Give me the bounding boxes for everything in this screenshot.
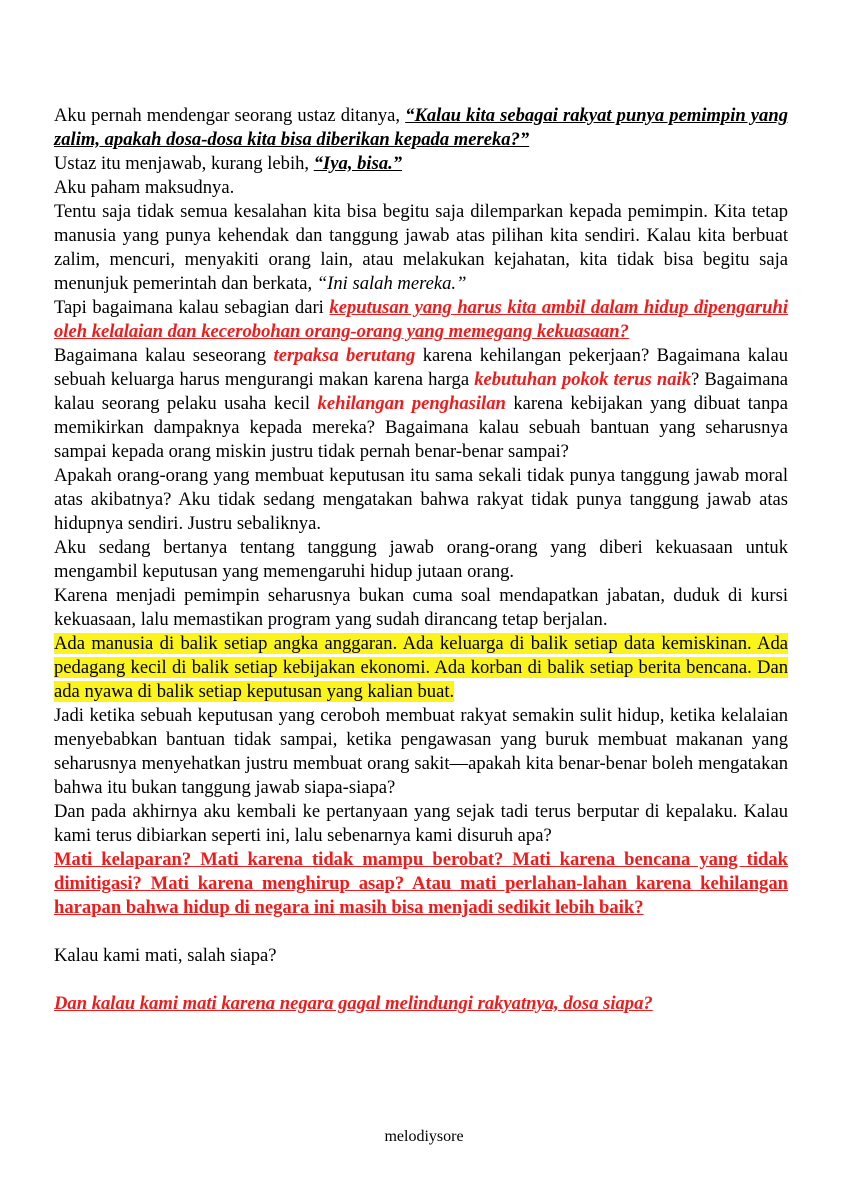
text-run: karena kebijakan yang dibuat tanpa memikirkan dampaknya kepada mereka? Bagaimana kalau sebuah bantuan yang seharusnya sampai kepada orang miskin justru tidak pernah benar-benar sampai? <box>54 393 788 462</box>
paragraph-understand: Aku paham maksudnya. <box>54 177 235 198</box>
quote-answer: “Iya, bisa.” <box>313 153 403 174</box>
emphasis-prices: kebutuhan pokok terus naik <box>474 369 691 390</box>
text-run: Bagaimana kalau seseorang <box>54 345 274 366</box>
paragraph-question-back: Dan pada akhirnya aku kembali ke pertanyaan yang sejak tadi terus berputar di kepalaku. Kalau kami terus dibiarkan seperti ini, lalu sebenarnya kami disuruh apa? <box>54 801 788 846</box>
paragraph-whose-sin <box>54 992 788 1016</box>
paragraph-answer <box>54 152 788 176</box>
emphasis-decisions: keputusan yang harus kita ambil dalam hidup dipengaruhi oleh kelalaian dan kecerobohan orang-orang yang memegang kekuasaan? <box>54 297 788 342</box>
text-run: Aku pernah mendengar seorang ustaz ditanya, <box>54 105 406 126</box>
quote-their-fault: “Ini salah mereka.” <box>316 273 467 294</box>
paragraph-power: Aku sedang bertanya tentang tanggung jawab orang-orang yang diberi kekuasaan untuk mengambil keputusan yang memengaruhi hidup jutaan orang. <box>54 537 788 582</box>
quote-question: “Kalau kita sebagai rakyat punya pemimpin yang zalim, apakah dosa-dosa kita bisa diberikan kepada mereka?” <box>54 105 788 150</box>
paragraph-question <box>54 104 788 152</box>
spacer <box>54 968 788 992</box>
text-run: Tentu saja tidak semua kesalahan kita bisa begitu saja dilemparkan kepada pemimpin. Kita tetap manusia yang punya kehendak dan tanggung jawab atas pilihan kita sendiri. Kalau kita berbuat zalim, mencuri, menyakiti orang lain, atau melakukan kejahatan, kita tidak bisa begitu saja menunjuk pemerintah dan berkata, <box>54 201 788 294</box>
paragraph-leader: Karena menjadi pemimpin seharusnya bukan cuma soal mendapatkan jabatan, duduk di kursi kekuasaan, lalu memastikan program yang sudah dirancang tetap berjalan. <box>54 585 788 630</box>
red-final-question: Dan kalau kami mati karena negara gagal melindungi rakyatnya, dosa siapa? <box>54 993 653 1014</box>
spacer <box>54 920 788 944</box>
text-run: Ustaz itu menjawab, kurang lebih, <box>54 153 314 174</box>
highlighted-text: Ada manusia di balik setiap angka anggaran. Ada keluarga di balik setiap data kemiskinan. Ada pedagang kecil di balik setiap kebijakan ekonomi. Ada korban di balik setiap berita bencana. Dan ada nyawa di balik setiap keputusan yang kalian buat. <box>54 633 788 702</box>
emphasis-income: kehilangan penghasilan <box>317 393 506 414</box>
footer-author: melodiysore <box>384 1128 464 1145</box>
paragraph-moral: Apakah orang-orang yang membuat keputusan itu sama sekali tidak punya tanggung jawab moral atas akibatnya? Aku tidak sedang mengatakan bahwa rakyat tidak punya tanggung jawab atas hidupnya sendiri. Justru sebaliknya. <box>54 465 788 534</box>
paragraph-careless: Jadi ketika sebuah keputusan yang ceroboh membuat rakyat semakin sulit hidup, ketika kelalaian menyebabkan bantuan tidak sampai, ketika pengawasan yang buruk membuat makanan yang seharusnya menyehatkan justru membuat orang sakit—apakah kita benar-benar boleh mengatakan bahwa itu bukan tanggung jawab siapa-siapa? <box>54 705 788 798</box>
paragraph-responsibility <box>54 200 788 296</box>
paragraph-but-how <box>54 296 788 344</box>
text-run: Tapi bagaimana kalau sebagian dari <box>54 297 330 318</box>
paragraph-highlight <box>54 632 788 704</box>
text-run: karena kehilangan pekerjaan? Bagaimana kalau sebuah keluarga harus mengurangi makan karena harga <box>54 345 788 390</box>
red-questions: Mati kelaparan? Mati karena tidak mampu berobat? Mati karena bencana yang tidak dimitigasi? Mati karena menghirup asap? Atau mati perlahan-lahan karena kehilangan harapan bahwa hidup di negara ini masih bisa menjadi sedikit lebih baik? <box>54 849 788 918</box>
paragraph-examples <box>54 344 788 464</box>
emphasis-debt: terpaksa berutang <box>273 345 416 366</box>
paragraph-die <box>54 848 788 920</box>
text-run: ? Bagaimana kalau seorang pelaku usaha kecil <box>54 369 788 414</box>
document-body <box>54 104 788 1016</box>
paragraph-whose-fault: Kalau kami mati, salah siapa? <box>54 945 277 966</box>
